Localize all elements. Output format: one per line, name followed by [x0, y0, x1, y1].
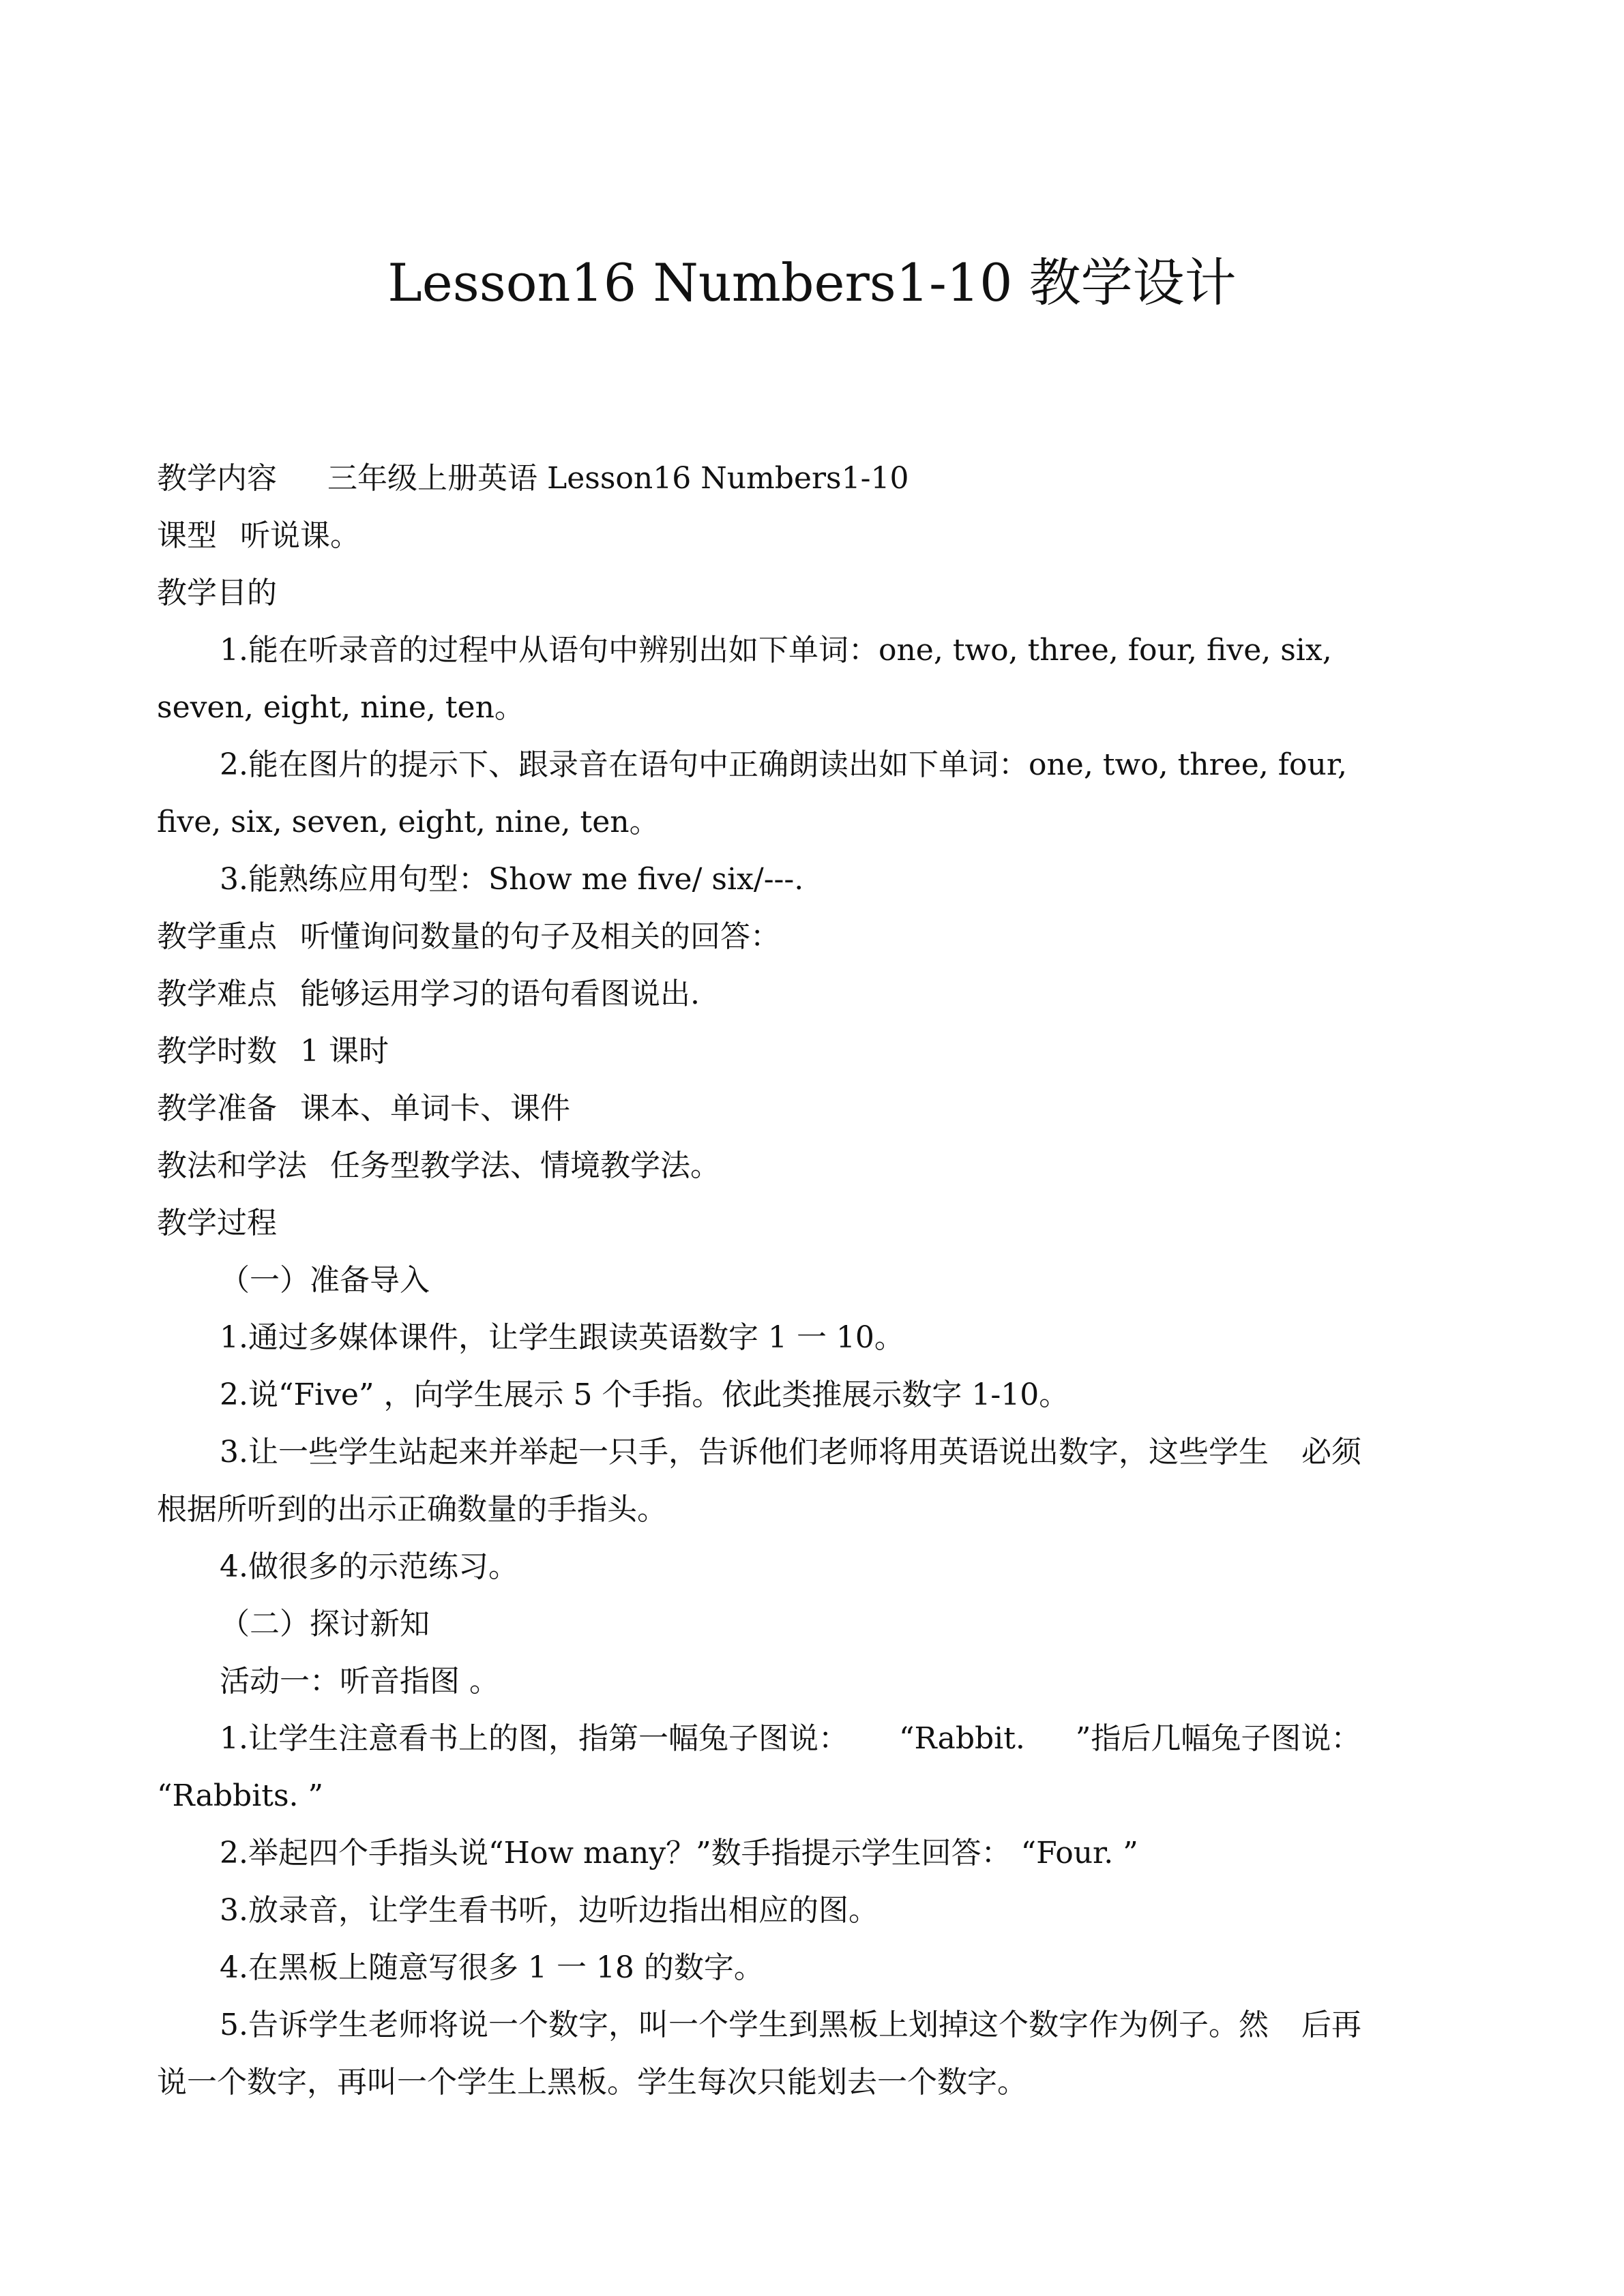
goal-2-line-1: 2.能在图片的提示下、跟录音在语句中正确朗读出如下单词：one, two, three, four, — [220, 747, 1348, 782]
part-2-heading: （二）探讨新知 — [220, 1607, 430, 1641]
goal-1-text: 1.能在听录音的过程中从语句中辨别出如下单词：one, two, three, four, five, six, — [220, 633, 1332, 668]
part-1-step-3-text: 3.让一些学生站起来并举起一只手，告诉他们老师将用英语说出数字，这些学生 — [220, 1435, 1269, 1470]
content-row — [157, 450, 1473, 507]
activity-step-5-text: 5.告诉学生老师将说一个数字，叫一个学生到黑板上划掉这个数字作为例子。然 — [220, 2008, 1269, 2042]
goal-3: 3.能熟练应用句型：Show me five/ six/---. — [220, 862, 804, 897]
focus-row — [157, 908, 1473, 966]
type-row — [157, 507, 1473, 565]
difficulty-value: 能够运用学习的语句看图说出. — [300, 976, 700, 1011]
activity-step-1-text: 1.让学生注意看书上的图，指第一幅兔子图说： — [220, 1721, 848, 1756]
activity-step-1-line-1 — [157, 1710, 1473, 1768]
hours-row — [157, 1023, 1473, 1080]
part-1-step-4: 4.做很多的示范练习。 — [220, 1549, 518, 1584]
activity-step-1-quote: “Rabbit. — [898, 1721, 1025, 1756]
difficulty-row — [157, 966, 1473, 1023]
part-1-heading: （一）准备导入 — [220, 1263, 430, 1298]
activity-step-5-line-1 — [157, 1997, 1473, 2054]
part-1-step-3-line-2: 根据所听到的出示正确数量的手指头。 — [157, 1492, 667, 1527]
prep-value: 课本、单词卡、课件 — [300, 1091, 570, 1126]
type-label: 课型 — [157, 518, 217, 553]
focus-value: 听懂询问数量的句子及相关的回答： — [300, 919, 780, 954]
activity-step-3: 3.放录音，让学生看书听，边听边指出相应的图。 — [220, 1893, 879, 1928]
hours-label: 教学时数 — [157, 1034, 277, 1069]
prep-label: 教学准备 — [157, 1091, 277, 1126]
document-title: Lesson16 Numbers1-10 教学设计 — [387, 252, 1237, 313]
part-1-step-2: 2.说“Five” ，向学生展示 5 个手指。依此类推展示数字 1-10。 — [220, 1377, 1069, 1412]
type-value: 听说课。 — [240, 518, 360, 553]
goal-2-line-2: five, six, seven, eight, nine, ten。 — [157, 805, 660, 839]
content-value: 三年级上册英语 Lesson16 Numbers1-10 — [327, 461, 909, 496]
difficulty-label: 教学难点 — [157, 976, 277, 1011]
part-1-step-1: 1.通过多媒体课件，让学生跟读英语数字 1 一 10。 — [220, 1320, 904, 1355]
part-1-step-3-tail: 必须 — [1301, 1435, 1361, 1470]
goal-heading: 教学目的 — [157, 576, 277, 610]
activity-step-2: 2.举起四个手指头说“How many？”数手指提示学生回答： “Four. ” — [220, 1836, 1138, 1870]
hours-value: 1 课时 — [300, 1034, 389, 1069]
activity-step-5-tail: 后再 — [1301, 2008, 1361, 2042]
activity-step-5-line-2: 说一个数字，再叫一个学生上黑板。学生每次只能划去一个数字。 — [157, 2065, 1027, 2100]
activity-1-heading: 活动一：听音指图 。 — [220, 1664, 499, 1699]
activity-step-1-tail: ”指后几幅兔子图说： — [1075, 1721, 1361, 1756]
document-body — [157, 450, 1473, 2111]
method-value: 任务型教学法、情境教学法。 — [330, 1148, 720, 1183]
part-1-step-3-line-1 — [157, 1424, 1473, 1481]
content-label: 教学内容 — [157, 461, 277, 496]
prep-row — [157, 1080, 1473, 1137]
process-heading: 教学过程 — [157, 1206, 277, 1240]
method-label: 教法和学法 — [157, 1148, 307, 1183]
goal-1-line-2: seven, eight, nine, ten。 — [157, 690, 525, 725]
method-row — [157, 1137, 1473, 1195]
activity-step-4: 4.在黑板上随意写很多 1 一 18 的数字。 — [220, 1950, 764, 1985]
focus-label: 教学重点 — [157, 919, 277, 954]
goal-1-line-1 — [157, 622, 1536, 679]
activity-step-1-line-2: “Rabbits. ” — [157, 1778, 323, 1813]
